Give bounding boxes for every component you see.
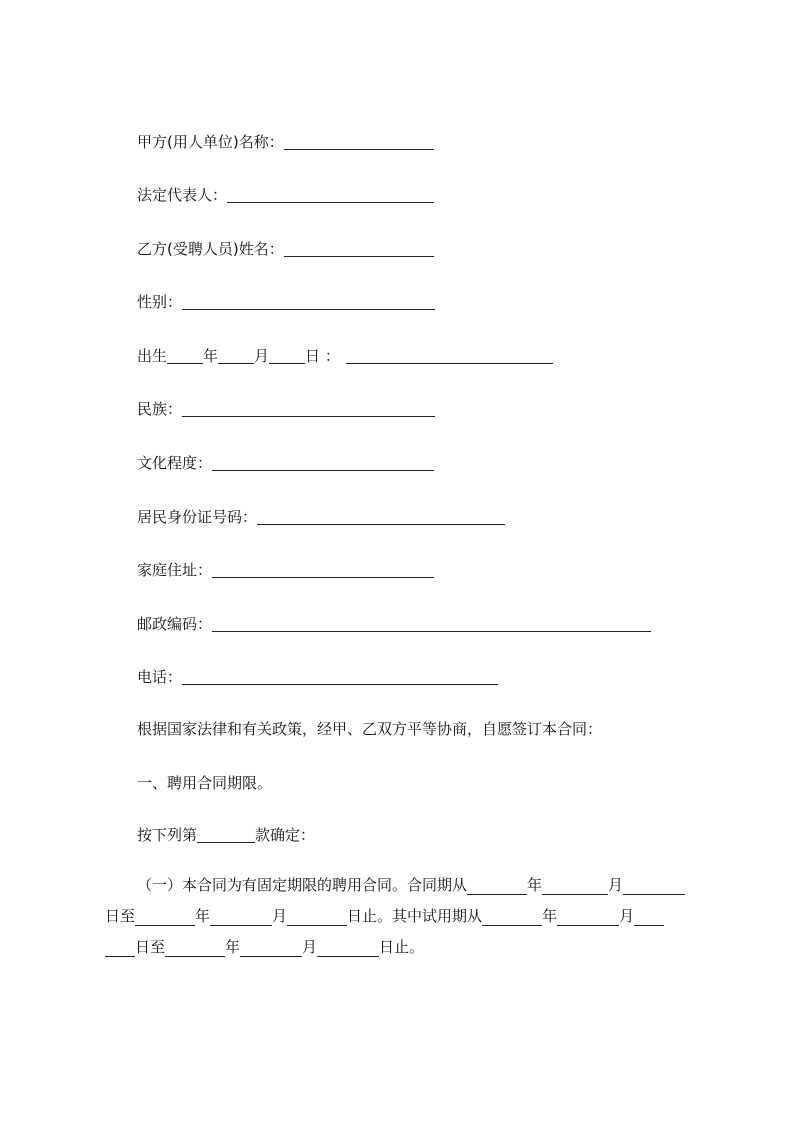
gender-label: 性别： [137,293,183,311]
probation-start-day-blank-b[interactable] [105,940,135,957]
field-education [137,452,434,474]
choose-prefix: 按下列第 [137,826,198,844]
birth-extra-blank[interactable] [346,347,553,364]
postal-code-label: 邮政编码： [137,615,213,633]
clause-1-text: （一）本合同为有固定期限的聘用合同。合同期从 [137,876,468,894]
contract-end-month-blank[interactable] [210,909,272,926]
contract-end-month-label: 月 [272,907,288,925]
party-a-blank[interactable] [284,133,434,150]
field-party-b [137,238,434,260]
choose-clause-line [137,824,315,846]
id-number-blank[interactable] [257,508,505,525]
field-ethnicity [137,398,435,420]
contract-end-year-blank[interactable] [135,909,195,926]
probation-end-day-blank[interactable] [317,940,379,957]
id-number-label: 居民身份证号码： [137,508,258,526]
probation-end-month-blank[interactable] [240,940,302,957]
contract-start-day-blank[interactable] [623,878,685,895]
gender-blank[interactable] [182,293,435,310]
probation-end-year-blank[interactable] [165,940,225,957]
contract-start-day-label: 日至 [105,907,136,925]
field-gender [137,291,435,313]
field-postal-code [137,613,651,635]
intro-paragraph: 根据国家法律和有关政策，经甲、乙双方平等协商，自愿签订本合同： [137,720,603,738]
clause-1-row-3 [105,932,705,963]
field-legal-rep [137,184,434,206]
probation-start-month-label: 月 [619,907,635,925]
field-party-a [137,131,434,153]
legal-rep-blank[interactable] [227,186,434,203]
birth-prefix: 出生 [137,347,168,365]
probation-end-day-label: 日止。 [379,938,425,956]
field-address [137,559,434,581]
birth-month-blank[interactable] [218,347,254,364]
contract-start-year-blank[interactable] [467,878,527,895]
address-blank[interactable] [212,561,434,578]
legal-rep-label: 法定代表人： [137,186,228,204]
party-b-blank[interactable] [284,240,434,257]
ethnicity-blank[interactable] [182,400,435,417]
clause-1-row-2 [105,901,705,932]
birth-day-label: 日 ： [305,347,340,365]
field-id-number [137,506,505,528]
probation-start-text: 日止。其中试用期从 [347,907,483,925]
contract-end-year-label: 年 [195,907,211,925]
clause-1-row-1 [105,870,705,901]
phone-blank[interactable] [182,668,498,685]
education-blank[interactable] [212,454,434,471]
education-label: 文化程度： [137,454,213,472]
contract-end-day-blank[interactable] [287,909,347,926]
party-a-label: 甲方(用人单位)名称： [137,133,284,151]
probation-start-month-blank[interactable] [557,909,619,926]
probation-end-month-label: 月 [302,938,318,956]
probation-start-year-label: 年 [542,907,558,925]
contract-start-month-blank[interactable] [542,878,608,895]
probation-start-day-blank-a[interactable] [634,909,664,926]
probation-start-day-label: 日至 [135,938,166,956]
postal-code-blank[interactable] [212,615,651,632]
address-label: 家庭住址： [137,561,213,579]
birth-month-label: 月 [254,347,270,365]
ethnicity-label: 民族： [137,400,183,418]
choose-suffix: 款确定： [255,826,316,844]
contract-start-month-label: 月 [608,876,624,894]
birth-day-blank[interactable] [269,347,305,364]
birth-year-blank[interactable] [167,347,203,364]
section-1-heading: 一、聘用合同期限。 [137,774,273,792]
contract-start-year-label: 年 [527,876,543,894]
probation-end-year-label: 年 [225,938,241,956]
probation-start-year-blank[interactable] [482,909,542,926]
birth-year-label: 年 [203,347,219,365]
party-b-label: 乙方(受聘人员)姓名： [137,240,284,258]
field-phone [137,666,498,688]
clause-1 [105,870,705,963]
field-birth [137,345,553,367]
phone-label: 电话： [137,668,183,686]
clause-number-blank[interactable] [197,826,255,843]
